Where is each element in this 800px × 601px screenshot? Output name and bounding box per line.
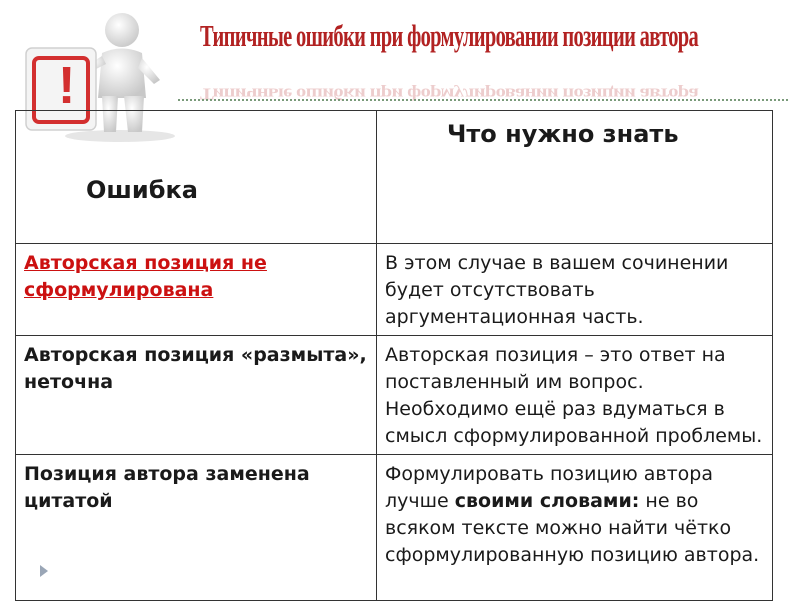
- error-text: Авторская позиция «размыта», неточна: [24, 344, 367, 393]
- advice-text-end: не во всяком тексте можно найти чётко сформулированную позицию автора.: [385, 490, 760, 566]
- error-cell: [16, 336, 377, 455]
- slide-title-reflection: Типичные ошибки при формулировании позиции автора: [200, 84, 699, 104]
- header-error: Ошибка: [16, 111, 377, 244]
- title-area: [170, 6, 795, 106]
- error-text: Позиция автора заменена цитатой: [24, 463, 310, 512]
- title-divider: [178, 99, 788, 101]
- advice-text: В этом случае в вашем сочинении будет отсутствовать аргументационная часть.: [385, 252, 729, 328]
- errors-table: [15, 110, 773, 601]
- triangle-right-icon[interactable]: [40, 565, 48, 577]
- header-what-to-know: Что нужно знать: [377, 111, 773, 244]
- advice-text-start: Формулировать позицию автора лучше: [385, 463, 713, 512]
- advice-cell: [377, 244, 773, 336]
- table-row: [16, 336, 773, 455]
- table-row: [16, 455, 773, 601]
- error-cell: [16, 455, 377, 601]
- exclamation-icon: !: [58, 57, 76, 115]
- advice-text-emphasis: своими словами:: [454, 490, 640, 512]
- advice-text: Авторская позиция – это ответ на поставленный им вопрос. Необходимо ещё раз вдуматься в смысл сформулированной проблемы.: [385, 344, 763, 447]
- error-text-highlighted: Авторская позиция не сформулирована: [24, 252, 267, 301]
- error-cell: [16, 244, 377, 336]
- slide-title: Типичные ошибки при формулировании позиции автора: [200, 18, 699, 53]
- table-header-row: [16, 111, 773, 244]
- advice-cell: [377, 455, 773, 601]
- advice-cell: [377, 336, 773, 455]
- table-row: [16, 244, 773, 336]
